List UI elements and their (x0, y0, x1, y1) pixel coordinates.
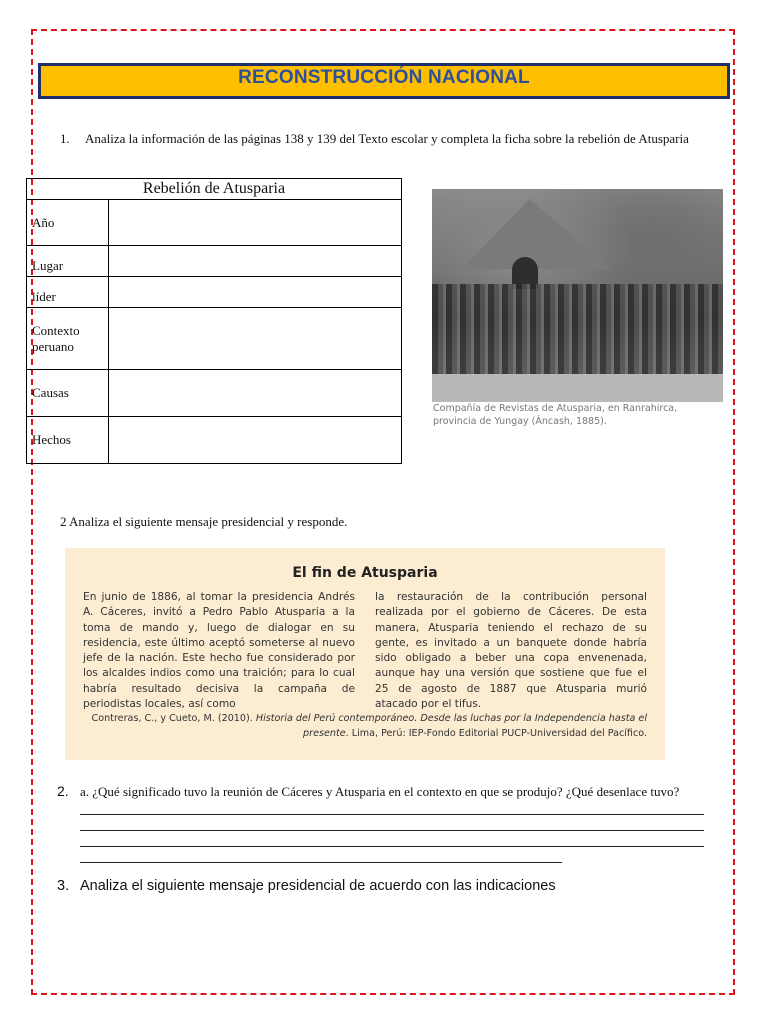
table-label-year: Año (27, 200, 109, 246)
table-field-year[interactable] (109, 200, 402, 246)
answer-line[interactable] (80, 862, 562, 863)
answer-line[interactable] (80, 846, 704, 847)
table-label-context: Contexto peruano (27, 308, 109, 370)
table-label-causes: Causas (27, 370, 109, 417)
table-field-leader[interactable] (109, 277, 402, 308)
table-label-place: Lugar (27, 246, 109, 277)
question-2a-number: 2. (57, 783, 69, 799)
table-field-events[interactable] (109, 417, 402, 464)
question-1-number: 1. (60, 131, 70, 146)
question-3-number: 3. (57, 878, 70, 894)
table-field-place[interactable] (109, 246, 402, 277)
photo-building (462, 199, 612, 269)
question-2a-text: a. ¿Qué significado tuvo la reunión de Cáceres y Atusparia en el contexto en que se produjo? ¿Qué desenlace tuvo? (80, 784, 680, 799)
excerpt-column-1: En junio de 1886, al tomar la presidencia Andrés A. Cáceres, invitó a Pedro Pablo Atusparia a la toma de mando y, luego de dialogar en su residencia, este último aceptó someterse al nuevo jefe de la nación. Este hecho fue considerado por los alcaldes indios como una traición; para lo cual habría resultado decisiva la campaña de periodistas locales, así como (83, 591, 355, 711)
question-1-text: Analiza la información de las páginas 138 y 139 del Texto escolar y completa la ficha sobre la rebelión de Atusparia (85, 131, 689, 146)
photo-ground (432, 374, 723, 402)
table-field-context[interactable] (109, 308, 402, 370)
table-title: Rebelión de Atusparia (27, 179, 402, 200)
table-field-causes[interactable] (109, 370, 402, 417)
excerpt-reference (83, 711, 647, 741)
answer-line[interactable] (80, 814, 704, 815)
table-label-events: Hechos (27, 417, 109, 464)
excerpt-column-2: la restauración de la contribución personal realizada por el gobierno de Cáceres. De esta manera, Atusparia teniendo el rechazo de su gente, es invitado a un banquete donde habría sido obligado a beber una copa envenenada, aunque hay una versión que sostiene que fue el 25 de agosto de 1887 que Atusparia murió atacado por el tifus. (375, 591, 647, 711)
question-3 (57, 878, 556, 894)
page-frame (31, 29, 735, 995)
photo-crowd (432, 284, 723, 379)
reference-authors: Contreras, C., y Cueto, M. (2010). (91, 713, 256, 724)
reference-publisher: . Lima, Perú: IEP-Fondo Editorial PUCP-Universidad del Pacífico. (345, 728, 647, 739)
question-3-text: Analiza el siguiente mensaje presidencial de acuerdo con las indicaciones (80, 878, 556, 894)
historical-photo (432, 189, 723, 402)
reference-book: Historia del Perú contemporáneo. Desde las luchas por la Independencia hasta el presente (255, 713, 647, 739)
question-2-intro: 2 Analiza el siguiente mensaje presidencial y responde. (60, 514, 348, 529)
excerpt-title: El fin de Atusparia (292, 565, 438, 581)
rebellion-table (26, 178, 402, 464)
answer-line[interactable] (80, 830, 704, 831)
photo-caption: Compañía de Revistas de Atusparia, en Ranrahirca, provincia de Yungay (Áncash, 1885). (433, 403, 678, 427)
excerpt-box (65, 548, 665, 760)
table-label-leader: líder (27, 277, 109, 308)
title-banner (38, 63, 730, 99)
excerpt-columns (83, 590, 647, 712)
page-title: RECONSTRUCCIÓN NACIONAL (238, 67, 530, 88)
